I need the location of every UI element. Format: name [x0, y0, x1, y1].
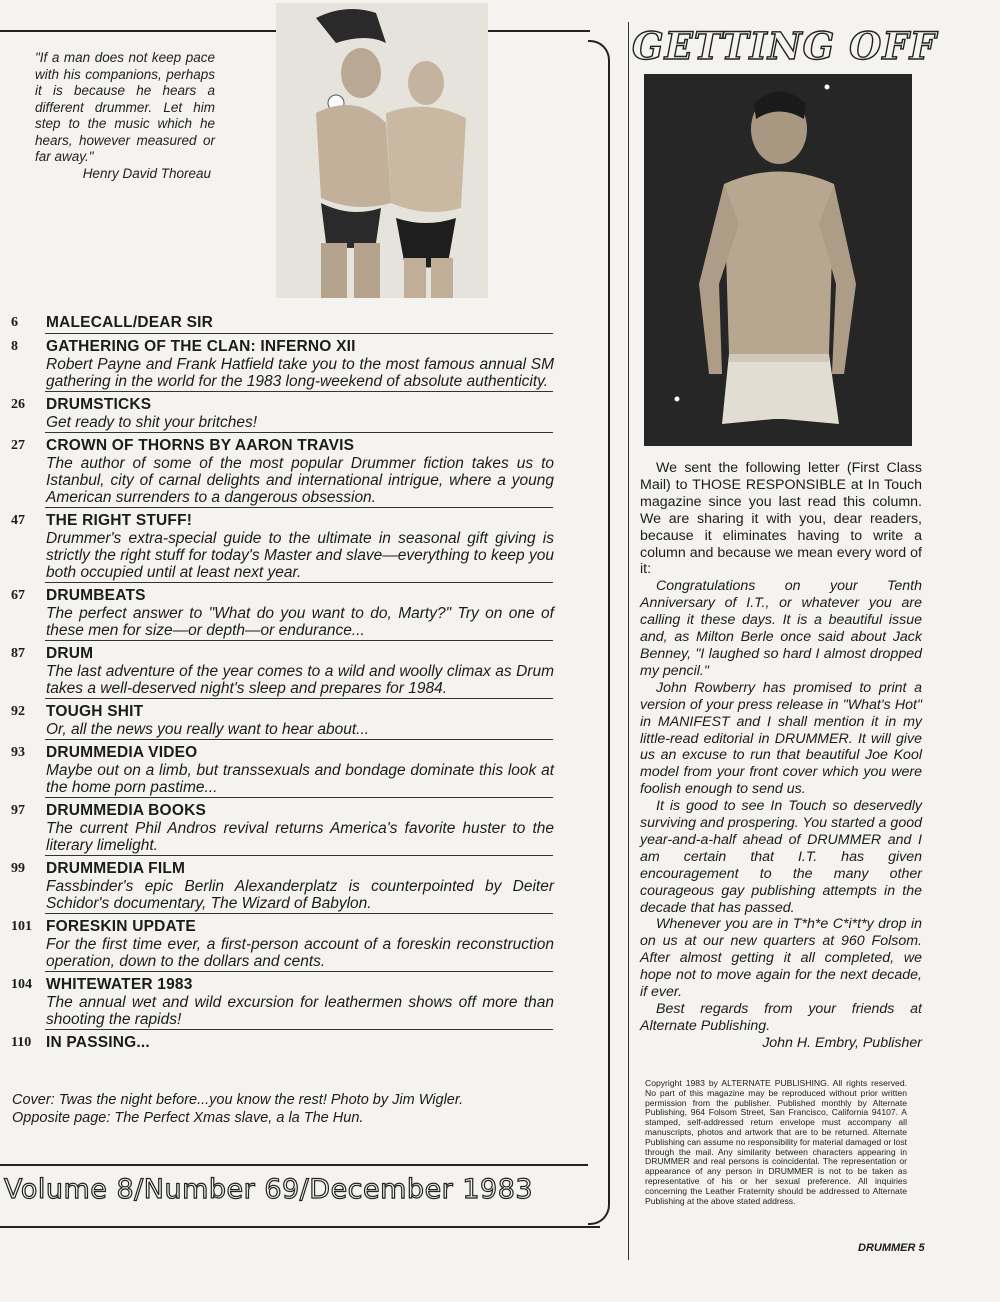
cover-caption-line: Opposite page: The Perfect Xmas slave, a la The Hun. [12, 1110, 364, 1126]
column-paragraph: Congratulations on your Tenth Anniversary of I.T., or whatever you are calling it these days. It is a beautiful issue and, as Milton Berle once said about Jack Benney, "I laughed so hard I almost dropped my pencil." [640, 578, 922, 679]
column-body [640, 460, 922, 1052]
toc-divider [45, 507, 553, 508]
cover-caption-line: Cover: Twas the night before...you know the rest! Photo by Jim Wigler. [12, 1092, 464, 1108]
table-of-contents [0, 314, 560, 1052]
frame-right-border [588, 40, 610, 1225]
toc-page-number: 47 [11, 513, 25, 528]
toc-description: The annual wet and wild excursion for leathermen shows off more than shooting the rapids! [46, 994, 554, 1028]
toc-description: Maybe out on a limb, but transsexuals and bondage dominate this look at the home porn pastime... [46, 762, 554, 796]
toc-description: Or, all the news you really want to hear about... [46, 721, 370, 738]
toc-entry[interactable] [0, 437, 560, 506]
toc-divider [45, 582, 553, 583]
column-signature: John H. Embry, Publisher [762, 1034, 922, 1051]
toc-entry[interactable] [0, 512, 560, 581]
column-heading: GETTING OFF [632, 24, 937, 68]
toc-divider [45, 913, 553, 914]
toc-entry[interactable] [0, 1034, 560, 1052]
toc-entry[interactable] [0, 587, 560, 639]
copyright-notice: Copyright 1983 by ALTERNATE PUBLISHING. All rights reserved. No part of this magazine may be reproduced without prior written permission from the publisher. Published monthly by Alternate Publishing, 964 Folsom Street, San Francisco, California 94107. A stamped, self-addressed return envelope must accompany all manuscripts, photos and artwork that are to be returned. Alternate Publishing can assume no responsibility for material damaged or lost through the mail. Any similarity between characters appearing in DRUMMER and real persons is coincidental. The representation or appearance of any person in DRUMMER is not to be taken as representative of his or her sexual preference. All inquiries concerning the Leather Fraternity should be addressed to Alternate Publishing at the above stated address. [645, 1078, 907, 1206]
toc-divider [45, 855, 553, 856]
toc-entry[interactable] [0, 918, 560, 970]
toc-page-number: 97 [11, 803, 25, 818]
toc-entry[interactable] [0, 703, 560, 738]
column-paragraph: John Rowberry has promised to print a version of your press release in "What's Hot" in MANIFEST and I shall mention it in my little-read editorial in DRUMMER. It will give us an excuse to run that beautiful Joe Kool model from your front cover which you were foolish enough to send us. [640, 679, 922, 798]
toc-page-number: 92 [11, 704, 25, 719]
toc-title: DRUMMEDIA VIDEO [46, 744, 198, 761]
epigraph-attribution: Henry David Thoreau [82, 165, 211, 181]
toc-description: The current Phil Andros revival returns America's favorite huster to the literary limelight. [46, 820, 554, 854]
toc-description: For the first time ever, a first-person account of a foreskin reconstruction operation, down to the dollars and cents. [46, 936, 554, 970]
toc-divider [45, 739, 553, 740]
volume-rule [0, 1164, 588, 1166]
toc-page-number: 8 [11, 339, 18, 354]
frame-bottom-rule [0, 1226, 600, 1228]
toc-title: CROWN OF THORNS BY AARON TRAVIS [46, 437, 355, 454]
toc-divider [45, 432, 553, 433]
column-paragraph: We sent the following letter (First Class Mail) to THOSE RESPONSIBLE at In Touch magazine since you last read this column. We are sharing it with you, dear readers, because it eliminates having to write a column and because we mean every word of it: [640, 460, 922, 578]
toc-title: DRUMSTICKS [46, 396, 152, 413]
toc-entry[interactable] [0, 802, 560, 854]
page-folio: DRUMMER 5 [858, 1242, 925, 1254]
photo-two-men [276, 3, 488, 298]
toc-page-number: 110 [11, 1035, 32, 1050]
column-paragraph: It is good to see In Touch so deservedly surviving and prospering. You started a good year-and-a-half ahead of DRUMMER and I am certain that I.T. has given encouragement to the many other courageous gay publishing attempts in the decade that has passed. [640, 798, 922, 916]
toc-page-number: 26 [11, 397, 25, 412]
toc-entry[interactable] [0, 645, 560, 697]
toc-title: WHITEWATER 1983 [46, 976, 193, 993]
toc-divider [45, 797, 553, 798]
toc-description: The perfect answer to "What do you want to do, Marty?" Try on one of these men for size—or depth—or endurance... [46, 605, 554, 639]
toc-page-number: 6 [11, 315, 18, 330]
toc-page-number: 27 [11, 438, 25, 453]
toc-entry[interactable] [0, 396, 560, 431]
epigraph [35, 50, 215, 182]
toc-title: DRUMMEDIA FILM [46, 860, 186, 877]
column-paragraph: Whenever you are in T*h*e C*i*t*y drop in on us at our new quarters at 960 Folsom. After almost getting it all completed, we hope not to move again for the next decade, if ever. [640, 916, 922, 1001]
toc-title: THE RIGHT STUFF! [46, 512, 193, 529]
toc-description: The author of some of the most popular Drummer fiction takes us to Istanbul, city of carnal delights and international intrigue, where a young American surrenders to a dangerous obsession. [46, 455, 554, 506]
toc-title: DRUMBEATS [46, 587, 146, 604]
toc-title: DRUM [46, 645, 94, 662]
volume-issue-line: Volume 8/Number 69/December 1983 [4, 1174, 534, 1205]
toc-title: DRUMMEDIA BOOKS [46, 802, 207, 819]
toc-divider [45, 971, 553, 972]
toc-entry[interactable] [0, 976, 560, 1028]
toc-entry[interactable] [0, 744, 560, 796]
toc-title: MALECALL/DEAR SIR [46, 314, 214, 331]
toc-title: IN PASSING... [46, 1034, 150, 1051]
column-divider [628, 22, 629, 1260]
toc-divider [45, 333, 553, 334]
toc-description: The last adventure of the year comes to a wild and woolly climax as Drum takes a well-deserved night's sleep and prepares for 1984. [46, 663, 554, 697]
toc-divider [45, 391, 553, 392]
toc-divider [45, 640, 553, 641]
toc-title: FORESKIN UPDATE [46, 918, 196, 935]
toc-description: Drummer's extra-special guide to the ultimate in seasonal gift giving is strictly the right stuff for today's Master and slave—everything to keep you both occupied until at least next year. [46, 530, 554, 581]
toc-page-number: 93 [11, 745, 25, 760]
toc-description: Get ready to shit your britches! [46, 414, 258, 431]
toc-page-number: 99 [11, 861, 25, 876]
toc-page-number: 67 [11, 588, 25, 603]
toc-page-number: 101 [11, 919, 32, 934]
toc-title: TOUGH SHIT [46, 703, 144, 720]
photo-model-illustration [644, 74, 912, 446]
toc-page-number: 104 [11, 977, 32, 992]
toc-title: GATHERING OF THE CLAN: INFERNO XII [46, 338, 356, 355]
toc-entry[interactable] [0, 338, 560, 390]
toc-description: Robert Payne and Frank Hatfield take you to the most famous annual SM gathering in the world for the 1983 long-weekend of absolute authenticity. [46, 356, 554, 390]
toc-page-number: 87 [11, 646, 25, 661]
toc-entry[interactable] [0, 860, 560, 912]
toc-divider [45, 698, 553, 699]
epigraph-text: "If a man does not keep pace with his companions, perhaps it is because he hears a different drummer. Let him step to the music which he hears, however measured or far away." [35, 50, 215, 164]
cover-caption [12, 1091, 572, 1127]
toc-divider [45, 1029, 553, 1030]
photo-model [644, 74, 912, 446]
toc-entry[interactable] [0, 314, 560, 332]
column-paragraph: Best regards from your friends at Alternate Publishing. [640, 1001, 922, 1034]
photo-two-men-illustration [276, 3, 488, 298]
toc-description: Fassbinder's epic Berlin Alexanderplatz is counterpointed by Deiter Schidor's documentary, The Wizard of Babylon. [46, 878, 554, 912]
